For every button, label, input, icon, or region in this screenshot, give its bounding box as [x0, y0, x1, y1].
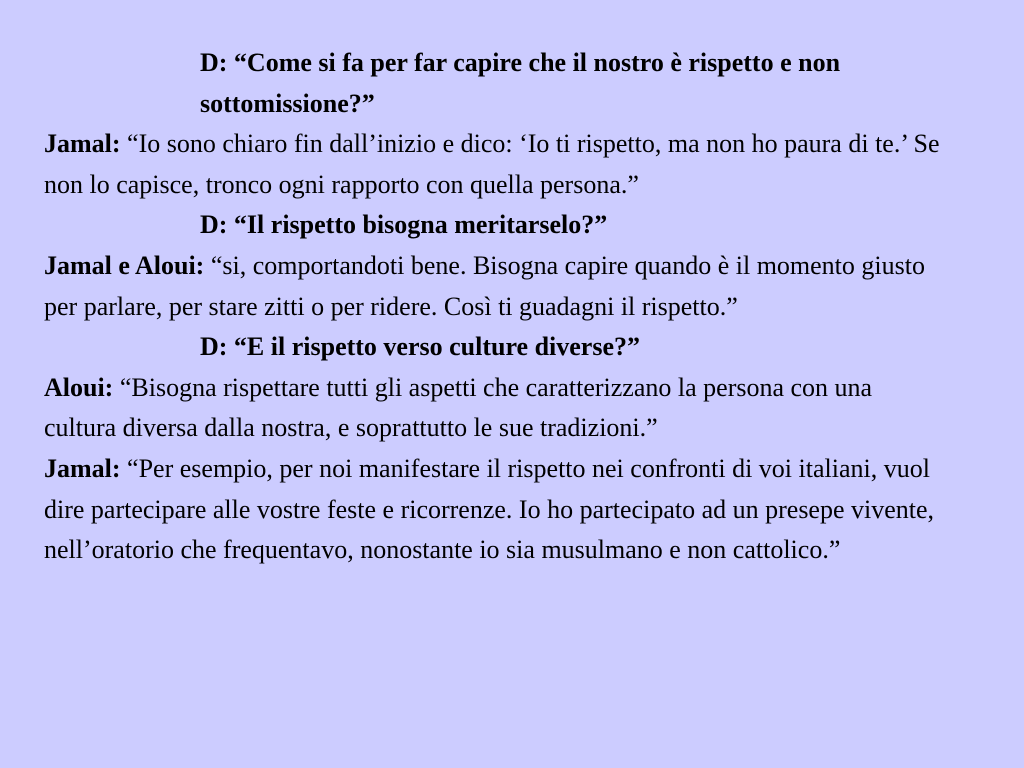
answer-4 [44, 449, 944, 571]
answer-3 [44, 368, 944, 449]
answer-text: “Io sono chiaro fin dall’inizio e dico: ‘Io ti rispetto, ma non ho paura di te.’ Se non lo capisce, tronco ogni rapporto con quella persona.” [44, 129, 940, 199]
question-3: D: “E il rispetto verso culture diverse?” [200, 332, 640, 362]
interview-text [44, 43, 944, 571]
speaker-label: Jamal e Aloui: [44, 250, 205, 280]
speaker-label: Aloui: [44, 372, 114, 402]
speaker-label: Jamal: [44, 129, 121, 159]
answer-text: “si, comportandoti bene. Bisogna capire quando è il momento giusto per parlare, per stare zitti o per ridere. Così ti guadagni il rispetto.” [44, 250, 925, 321]
question-1: D: “Come si fa per far capire che il nostro è rispetto e non sottomissione?” [200, 48, 841, 118]
answer-text: “Per esempio, per noi manifestare il rispetto nei confronti di voi italiani, vuol dire partecipare alle vostre feste e ricorrenze. Io ho partecipato ad un presepe vivente, nell’oratorio che frequentavo, nonostante io sia musulmano e non cattolico.” [44, 453, 935, 565]
question-2: D: “Il rispetto bisogna meritarselo?” [200, 210, 608, 240]
answer-1 [44, 124, 944, 205]
speaker-label: Jamal: [44, 453, 121, 483]
answer-text: “Bisogna rispettare tutti gli aspetti che caratterizzano la persona con una cultura diversa dalla nostra, e soprattutto le sue tradizioni.” [44, 372, 873, 443]
answer-2 [44, 246, 944, 327]
